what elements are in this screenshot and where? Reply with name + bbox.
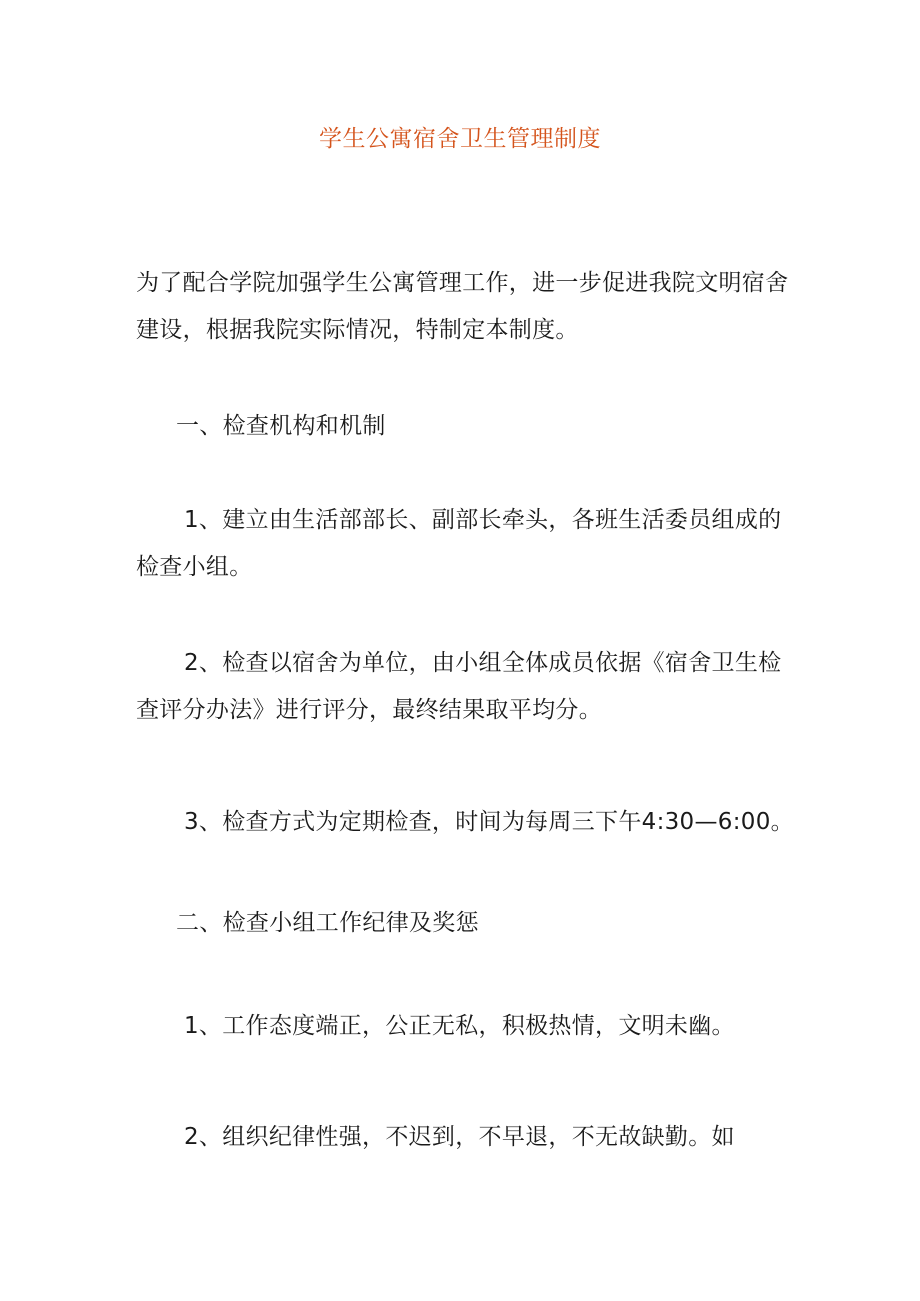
section-heading-2: 二、检查小组工作纪律及奖惩: [176, 910, 479, 936]
document-title: 学生公寓宿舍卫生管理制度: [319, 126, 601, 152]
section-2-item-1: 1、工作态度端正，公正无私，积极热情，文明未幽。: [184, 1013, 735, 1039]
section-1-item-1: 1、建立由生活部部长、副部长牵头，各班生活委员组成的检查小组。: [136, 507, 782, 580]
section-2-item-2: 2、组织纪律性强，不迟到，不早退，不无故缺勤。如: [184, 1124, 735, 1150]
section-heading-1: 一、检查机构和机制: [176, 413, 386, 439]
section-1-item-2: 2、检查以宿舍为单位，由小组全体成员依据《宿舍卫生检查评分办法》进行评分，最终结果取平均分。: [136, 650, 782, 723]
section-1-item-3: 3、检查方式为定期检查，时间为每周三下午4:30—6:00。: [184, 809, 794, 835]
intro-paragraph: 为了配合学院加强学生公寓管理工作，进一步促进我院文明宿舍建设，根据我院实际情况，特制定本制度。: [136, 270, 789, 343]
